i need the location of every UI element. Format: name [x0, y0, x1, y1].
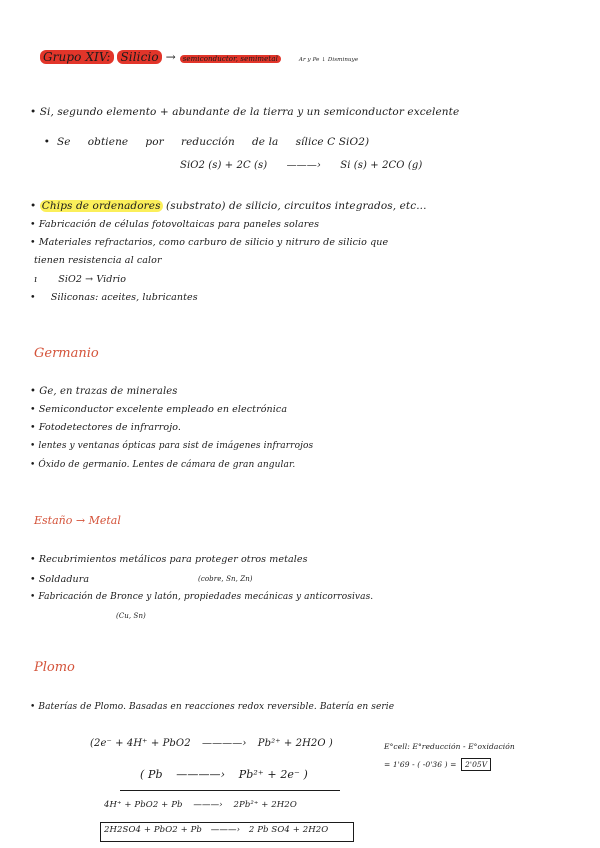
title-line	[40, 50, 358, 64]
germanio-bullet-5: • Óxido de germanio. Lentes de cámara de gran angular.	[30, 460, 296, 470]
estano-bullet-3: • Fabricación de Bronce y latón, propiedades mecánicas y anticorrosivas.	[30, 592, 374, 602]
silicio-bullet-1: • Si, segundo elemento + abundante de la tierra y un semiconductor excelente	[30, 106, 460, 118]
title-silicio: Silicio	[117, 50, 161, 64]
silicio-use-2: • Fabricación de células fotovoltaicas para paneles solares	[30, 219, 320, 230]
germanio-heading: Germanio	[34, 346, 99, 361]
estano-bullet-2: • Soldadura	[30, 574, 90, 585]
title-arrow: →	[165, 50, 176, 64]
chips-highlight: Chips de ordenadores	[41, 200, 161, 212]
silicio-use-4: tienen resistencia al calor	[34, 255, 162, 266]
estano-heading: Estaño → Metal	[34, 514, 121, 527]
sum-underline	[120, 790, 340, 791]
estano-bronce-note: (Cu, Sn)	[116, 612, 146, 620]
silicio-bullet-2: • Se obtiene por reducción de la sílice C SiO2)	[43, 136, 370, 148]
silicio-use-6: • Siliconas: aceites, lubricantes	[30, 292, 198, 303]
plomo-reaction-4: 2H2SO4 + PbO2 + Pb ———› 2 Pb SO4 + 2H2O	[104, 825, 329, 835]
plomo-reaction-3: 4H⁺ + PbO2 + Pb ———› 2Pb²⁺ + 2H2O	[104, 800, 297, 810]
estano-bullet-1: • Recubrimientos metálicos para proteger otros metales	[30, 554, 308, 565]
plomo-reaction-1: (2e⁻ + 4H⁺ + PbO2 ————› Pb²⁺ + 2H2O )	[90, 738, 333, 749]
title-desc: semiconductor, semimetal	[180, 55, 281, 63]
title-trend: Ar y Pe ↓ Disminuye	[298, 57, 359, 63]
plomo-reaction-2: ( Pb ————› Pb²⁺ + 2e⁻ )	[140, 768, 308, 781]
plomo-bullet: • Baterías de Plomo. Basadas en reacciones redox reversible. Batería en serie	[30, 702, 395, 712]
germanio-bullet-4: • lentes y ventanas ópticas para sist de imágenes infrarrojos	[30, 441, 314, 451]
germanio-bullet-1: • Ge, en trazas de minerales	[30, 386, 178, 397]
ecell-line-1: E°cell: E°reducción - E°oxidación	[384, 742, 515, 751]
germanio-bullet-3: • Fotodetectores de infrarrojo.	[30, 422, 182, 433]
silicio-use-5: ı SiO2 → Vidrio	[34, 274, 127, 285]
germanio-bullet-2: • Semiconductor excelente empleado en electrónica	[30, 404, 288, 415]
title-group: Grupo XIV:	[40, 50, 114, 64]
estano-laton-note: (cobre, Sn, Zn)	[198, 575, 253, 583]
ecell-result: 2'05V	[461, 758, 491, 771]
eq-left: SiO2 (s) + 2C (s)	[180, 160, 268, 171]
silicio-use-3: • Materiales refractarios, como carburo de silicio y nitruro de silicio que	[30, 237, 389, 248]
plomo-heading: Plomo	[34, 660, 75, 675]
ecell-line-2: = 1'69 - ( -0'36 ) = 2'05V	[384, 760, 491, 769]
silicio-equation	[180, 160, 422, 171]
silicio-use-1: • Chips de ordenadores (substrato) de silicio, circuitos integrados, etc...	[30, 200, 427, 212]
eq-arrow: ———›	[286, 160, 321, 171]
eq-right: Si (s) + 2CO (g)	[340, 160, 423, 171]
